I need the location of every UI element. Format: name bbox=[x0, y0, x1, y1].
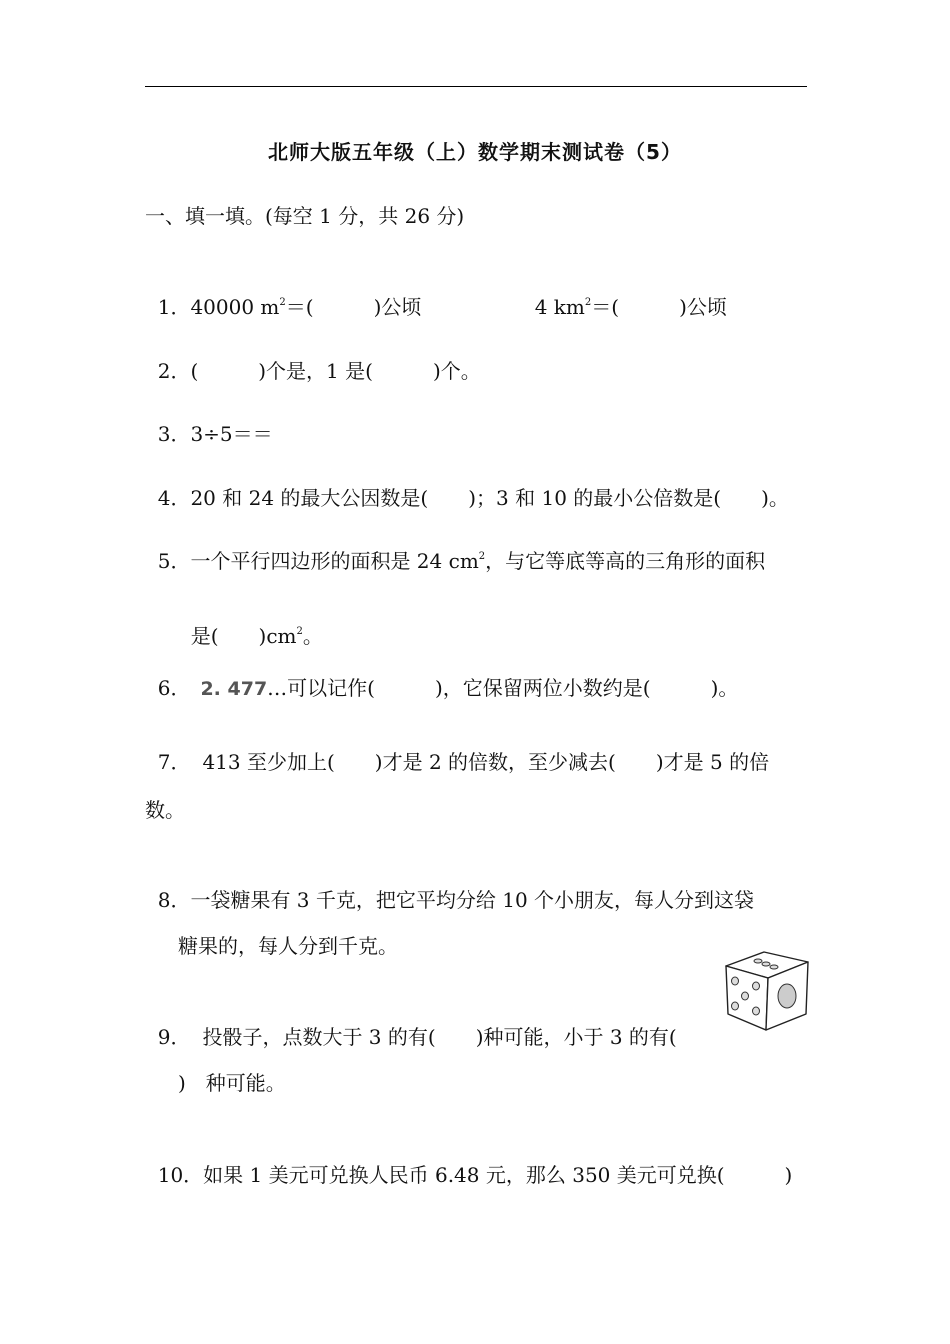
dice-icon bbox=[722, 948, 810, 1032]
question-8-continued: 糖果的，每人分到千克。 bbox=[178, 934, 398, 958]
question-number: 4． bbox=[157, 486, 191, 510]
question-7: 7． 413 至少加上( )才是 2 的倍数，至少减去( )才是 5 的倍 bbox=[157, 750, 770, 774]
question-4: 4．20 和 24 的最大公因数是( )；3 和 10 的最小公倍数是( )。 bbox=[157, 486, 789, 510]
question-5-continued: 是( )$cm^2$。 bbox=[190, 624, 323, 648]
header-rule bbox=[145, 86, 807, 87]
question-number: 9． bbox=[157, 1025, 191, 1049]
question-number: 10． bbox=[157, 1163, 204, 1187]
repeating-decimal: 2. 477 bbox=[200, 678, 268, 700]
question-5: 5．一个平行四边形的面积是 24 $cm^2$，与它等底等高的三角形的面积 bbox=[157, 549, 766, 573]
question-number: 1． bbox=[157, 295, 191, 319]
question-6: 6． 2. 477…可以记作( )，它保留两位小数约是( )。 bbox=[157, 676, 739, 700]
q1-part-b: 4 $km^2=$( )公顷 bbox=[534, 295, 727, 319]
question-number: 6． bbox=[157, 676, 191, 700]
question-number: 8． bbox=[157, 888, 191, 912]
question-2: 2．( )个是，1 是( )个。 bbox=[157, 359, 481, 383]
question-1 bbox=[145, 265, 421, 321]
question-number: 3． bbox=[157, 422, 191, 446]
question-9: 9． 投骰子，点数大于 3 的有( )种可能，小于 3 的有( bbox=[157, 1025, 677, 1049]
section-heading: 一、填一填。(每空 1 分，共 26 分) bbox=[145, 204, 465, 228]
question-8: 8．一袋糖果有 3 千克，把它平均分给 10 个小朋友，每人分到这袋 bbox=[157, 888, 755, 912]
question-9-continued: ) 种可能。 bbox=[178, 1071, 286, 1095]
question-number: 2． bbox=[157, 359, 191, 383]
question-3: 3．3÷5＝＝ bbox=[157, 422, 273, 446]
question-number: 5． bbox=[157, 549, 191, 573]
q1-part-a: 40000 $m^2=$( )公顷 bbox=[190, 295, 422, 319]
question-7-continued: 数。 bbox=[145, 798, 185, 822]
question-number: 7． bbox=[157, 750, 191, 774]
page-title: 北师大版五年级（上）数学期末测试卷（5） bbox=[268, 140, 682, 164]
question-10: 10．如果 1 美元可兑换人民币 6.48 元，那么 350 美元可兑换( ) bbox=[157, 1163, 793, 1187]
